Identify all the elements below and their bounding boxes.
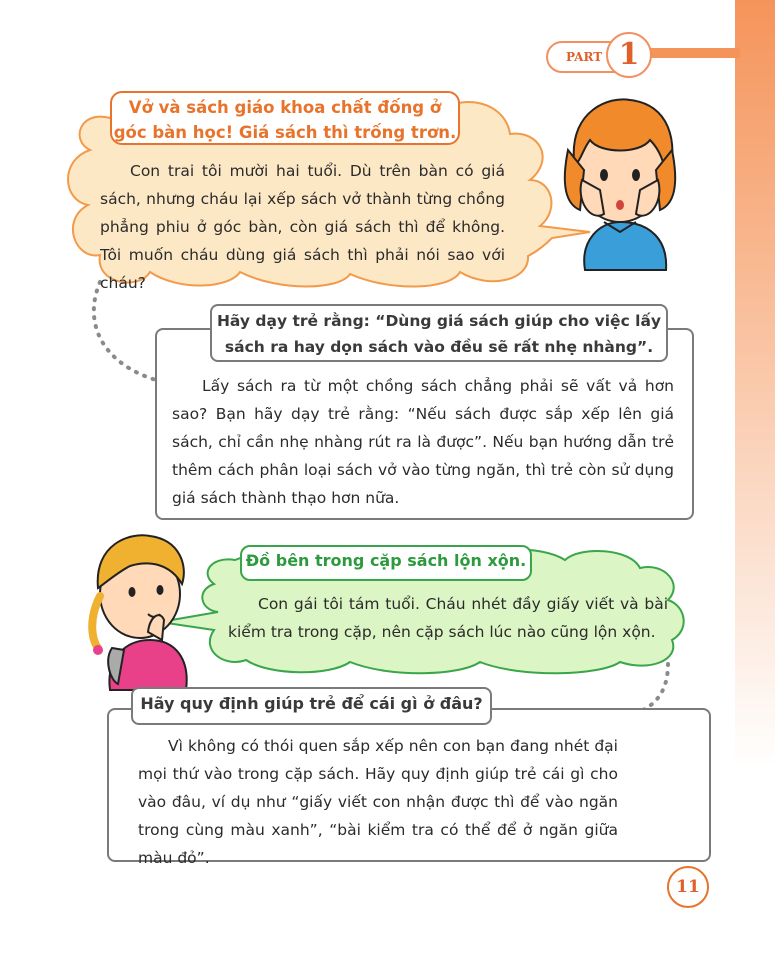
- section-1-body-text: Con trai tôi mười hai tuổi. Dù trên bàn có giá sách, nhưng cháu lại xếp sách vở thành từng chồng phẳng phiu ở góc bàn, còn giá sách thì để không. Tôi muốn cháu dùng giá sách thì phải nói sao với cháu?: [100, 162, 505, 292]
- section-1-title: Vở và sách giáo khoa chất đống ở góc bàn học! Giá sách thì trống trơn.: [110, 91, 460, 145]
- advice-2-body-text: Vì không có thói quen sắp xếp nên con bạn đang nhét đại mọi thứ vào trong cặp sách. Hãy quy định giúp trẻ cái gì cho vào đâu, ví dụ như “giấy viết con nhận được thì để vào ngăn trong cùng màu xanh”, “bài kiểm tra có thể để ở ngăn giữa màu đỏ”.: [138, 737, 618, 867]
- page-number: 11: [667, 866, 709, 908]
- advice-1-body: [172, 372, 674, 512]
- thinking-girl-illustration: [92, 535, 186, 690]
- advice-1-body-text: Lấy sách ra từ một chồng sách chẳng phải sẽ vất vả hơn sao? Bạn hãy dạy trẻ rằng: “Nếu sách được sắp xếp lên giá sách, chỉ cần nhẹ nhàng rút ra là được”. Nếu bạn hướng dẫn trẻ thêm cách phân loại sách vở vào từng ngăn, thì trẻ còn sử dụng giá sách thành thạo hơn nữa.: [172, 377, 674, 507]
- advice-1-title: Hãy dạy trẻ rằng: “Dùng giá sách giúp cho việc lấy sách ra hay dọn sách vào đều sẽ rất nhẹ nhàng”.: [210, 304, 668, 362]
- section-2-body: [228, 590, 668, 646]
- part-header-line: [640, 48, 740, 58]
- section-2-title: Đồ bên trong cặp sách lộn xộn.: [240, 545, 532, 581]
- section-2-body-text: Con gái tôi tám tuổi. Cháu nhét đầy giấy viết và bài kiểm tra trong cặp, nên cặp sách lúc nào cũng lộn xộn.: [228, 595, 668, 641]
- worried-child-illustration: [565, 99, 675, 270]
- part-number: 1: [606, 32, 652, 78]
- advice-2-body: [138, 732, 618, 872]
- section-1-body: [100, 157, 505, 297]
- part-label: PART: [546, 41, 630, 73]
- advice-2-title: Hãy quy định giúp trẻ để cái gì ở đâu?: [131, 687, 492, 725]
